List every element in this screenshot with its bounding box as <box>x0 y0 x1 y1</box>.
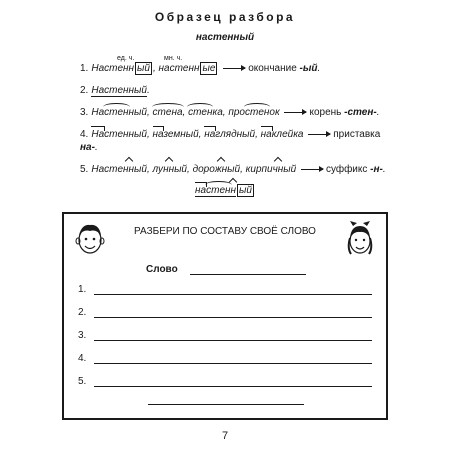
answer-line-4[interactable] <box>94 363 372 364</box>
arrow-icon <box>308 134 330 135</box>
signature-line[interactable] <box>148 404 304 405</box>
root-arc: стен <box>188 107 213 118</box>
arrow-icon <box>223 68 245 69</box>
answer-line-5[interactable] <box>94 386 372 387</box>
prefix-mark: на <box>195 185 207 196</box>
row-number: 1. <box>78 284 87 295</box>
suffix-mark: н <box>230 185 237 196</box>
analysis-line-4-cont: на-. <box>80 142 98 153</box>
root-arc: стена <box>152 107 183 118</box>
root-arc: стен <box>206 185 231 196</box>
analysis-line-5: 5. Настенный, лунный, дорожный, кирпичный суффикс -н-. <box>80 164 386 175</box>
arrow-icon <box>301 169 323 170</box>
word-answer-line[interactable] <box>190 274 306 275</box>
arrow-icon <box>284 112 306 113</box>
girl-face-icon <box>344 220 376 258</box>
word-label: Слово <box>146 264 178 275</box>
answer-line-1[interactable] <box>94 294 372 295</box>
prefix-mark: на <box>152 129 164 140</box>
prefix-mark: на <box>204 129 216 140</box>
answer-line-3[interactable] <box>94 340 372 341</box>
analysis-line-2: 2. Настенный. <box>80 85 150 96</box>
analysis-line-1: 1. Настенн ый , настенн ые окончание -ый. <box>80 63 321 74</box>
prefix-mark: на <box>260 129 272 140</box>
plural-tag: мн. ч. <box>164 55 183 62</box>
row-number: 5. <box>78 376 87 387</box>
suffix-mark: чн <box>272 164 284 175</box>
exercise-box <box>62 212 388 420</box>
page-number: 7 <box>221 430 229 442</box>
ending-box: ый <box>239 185 252 196</box>
row-number: 2. <box>78 307 87 318</box>
suffix-mark: жн <box>214 164 228 175</box>
row-number: 3. <box>78 330 87 341</box>
suffix-mark: нн <box>163 164 175 175</box>
analysis-line-3: 3. Настенный, стена, стенка, простенок корень -стен-. <box>80 107 380 118</box>
prefix-mark: На <box>91 129 105 140</box>
root-arc: стен <box>104 107 129 118</box>
answer-line-2[interactable] <box>94 317 372 318</box>
root-arc: стен <box>244 107 270 118</box>
box-title: РАЗБЕРИ ПО СОСТАВУ СВОЁ СЛОВО <box>134 226 316 237</box>
row-number: 4. <box>78 353 87 364</box>
ending-box: ый <box>137 63 150 74</box>
full-breakdown <box>0 185 450 196</box>
singular-tag: ед. ч. <box>117 55 135 62</box>
page-title: Образец разбора <box>154 10 296 24</box>
ending-box: ые <box>202 63 216 74</box>
stem-underline: Настенный <box>91 85 147 96</box>
analysis-line-4: 4. Настенный, наземный, наглядный, наклейка приставка <box>80 129 381 140</box>
suffix-mark: нн <box>123 164 135 175</box>
sample-word: настенный <box>195 32 255 43</box>
